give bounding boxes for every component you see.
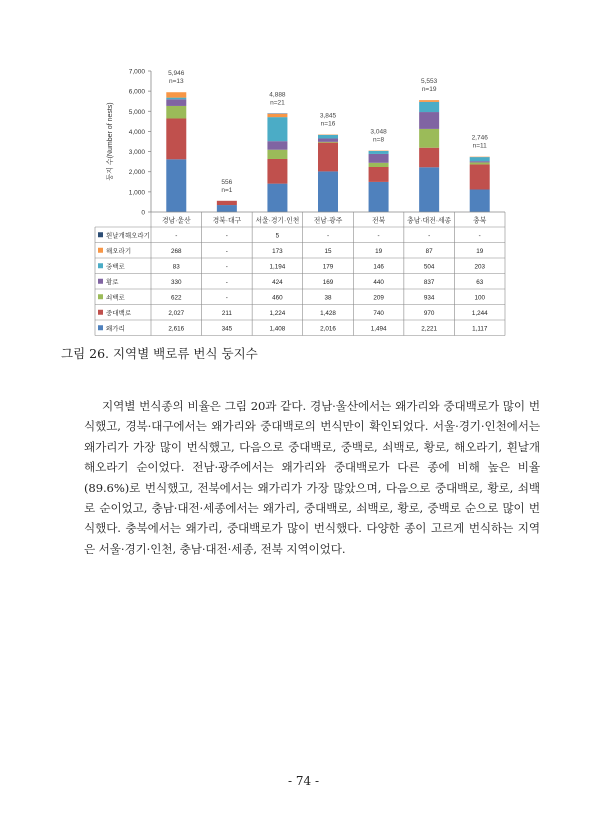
table-cell-value: 970 <box>423 309 435 317</box>
legend-swatch <box>98 263 103 268</box>
bar-total-label: 3,845 <box>319 112 337 120</box>
y-tick-label: 7,000 <box>128 68 145 76</box>
y-tick-label: 0 <box>141 209 145 217</box>
table-cell-value: 179 <box>322 263 334 271</box>
table-cell-value: 1,224 <box>269 309 286 317</box>
x-tick-label: 전남·광주 <box>313 217 343 225</box>
x-tick-label: 충남·대전·세종 <box>407 217 452 225</box>
legend-swatch <box>98 325 103 330</box>
bar-segment <box>318 138 338 141</box>
table-cell-value: 38 <box>324 294 332 302</box>
legend-swatch <box>98 232 103 237</box>
table-cell-value: 622 <box>171 294 182 302</box>
legend-swatch <box>98 310 103 315</box>
table-cell-value: - <box>478 232 481 240</box>
table-cell-value: 173 <box>272 247 283 255</box>
x-tick-label: 경남·울산 <box>162 217 191 225</box>
bar-n-label: n=11 <box>472 142 487 150</box>
bar-n-label: n=8 <box>373 136 385 144</box>
table-cell-value: 1,408 <box>269 325 286 333</box>
table-cell-value: - <box>428 232 431 240</box>
table-cell-value: 1,194 <box>269 263 286 271</box>
table-cell-value: 19 <box>375 247 383 255</box>
bar-segment <box>470 157 490 161</box>
bar-segment <box>166 99 186 106</box>
table-cell-value: - <box>225 247 228 255</box>
table-cell-value: 740 <box>373 309 384 317</box>
bar-segment <box>217 201 237 205</box>
bar-segment <box>419 129 439 148</box>
bar-total-label: 3,048 <box>370 128 387 136</box>
bar-n-label: n=13 <box>168 78 184 86</box>
legend-swatch <box>98 248 103 253</box>
table-cell-value: 934 <box>423 294 435 302</box>
table-cell-value: - <box>225 232 228 240</box>
table-cell-value: 100 <box>474 294 485 302</box>
bar-total-label: 4,888 <box>269 91 286 99</box>
bar-segment <box>318 171 338 212</box>
bar-segment <box>166 98 186 100</box>
bar-segment <box>267 141 287 150</box>
legend-swatch <box>98 294 103 299</box>
bar-segment <box>470 164 490 189</box>
y-tick-label: 6,000 <box>128 88 145 96</box>
table-cell-value: 460 <box>272 294 283 302</box>
table-cell-value: - <box>225 294 228 302</box>
bar-segment <box>419 148 439 168</box>
bar-total-label: 5,553 <box>421 78 438 86</box>
bar-segment <box>267 184 287 212</box>
table-cell-value: 2,221 <box>421 325 438 333</box>
x-tick-label: 전북 <box>372 217 386 225</box>
body-paragraph <box>84 396 540 559</box>
table-cell-value: 209 <box>373 294 384 302</box>
bar-n-label: n=21 <box>270 99 285 107</box>
table-cell-value: 837 <box>423 278 435 286</box>
bar-segment <box>369 154 389 163</box>
y-axis-label: 둥지 수(Number of nests) <box>107 102 114 181</box>
bar-segment <box>217 205 237 212</box>
table-cell-value: 330 <box>171 278 182 286</box>
x-tick-label: 충북 <box>473 217 487 225</box>
table-cell-value: 83 <box>172 263 180 271</box>
bar-segment <box>267 114 287 117</box>
table-cell-value: 5 <box>275 232 280 240</box>
legend-label: 황로 <box>106 278 119 286</box>
legend-label: 쇠백로 <box>106 294 125 302</box>
bar-n-label: n=1 <box>221 186 233 194</box>
bar-segment <box>369 182 389 212</box>
table-cell-value: 203 <box>474 263 485 271</box>
table-cell-value: 424 <box>272 278 283 286</box>
bar-total-label: 2,746 <box>471 134 488 142</box>
bar-segment <box>318 142 338 143</box>
table-cell-value: - <box>225 263 228 271</box>
table-cell-value: - <box>326 232 330 240</box>
table-cell-value: - <box>377 232 380 240</box>
legend-label: 해오라기 <box>106 247 132 255</box>
bar-segment <box>419 167 439 212</box>
table-cell-value: 87 <box>425 247 433 255</box>
bar-segment <box>267 150 287 159</box>
bar-segment <box>318 143 338 172</box>
legend-swatch <box>98 279 103 284</box>
chart-svg <box>0 0 607 340</box>
legend-label: 흰날개해오라기 <box>106 232 150 240</box>
bar-total-label: 5,946 <box>168 70 185 78</box>
bar-segment <box>369 151 389 154</box>
legend-label: 중대백로 <box>106 309 132 317</box>
table-cell-value: 440 <box>373 278 384 286</box>
bar-segment <box>369 167 389 182</box>
table-cell-value: 2,616 <box>168 325 185 333</box>
bar-n-label: n=19 <box>421 86 437 94</box>
table-cell-value: 504 <box>423 263 435 271</box>
paragraph-text: 지역별 번식종의 비율은 그림 20과 같다. 경남·울산에서는 왜가리와 중대백로가 많이 번식했고, 경북·대구에서는 왜가리와 중대백로의 번식만이 확인되었다. 서울·경기·인천에서는 왜가리가 가장 많이 번식했고, 다음으로 중대백로, 중백로, 쇠백로, 황로, 해오라기, 흰날개해오라기 순이었다. 전남·광주에서는 왜가리와 중대백로가 다른 종에 비해 높은 비율(89.6%)로 번식했고, 전북에서는 왜가리가 가장 많았으며, 다음으로 중대백로, 황로, 쇠백로 순이었고, 충남·대전·세종에서는 왜가리, 중대백로, 쇠백로, 황로, 중백로 순으로 많이 번식했다. 충북에서는 왜가리, 중대백로가 많이 번식했다. 다양한 종이 고르게 번식하는 지역은 서울·경기·인천, 충남·대전·세종, 전북 지역이었다. <box>84 399 540 556</box>
bar-segment <box>470 190 490 212</box>
table-cell-value: 63 <box>476 278 484 286</box>
table-cell-value: 19 <box>476 247 484 255</box>
table-cell-value: 1,244 <box>471 309 488 317</box>
bar-segment <box>369 163 389 167</box>
bar-segment <box>318 135 338 139</box>
y-tick-label: 2,000 <box>128 169 145 177</box>
y-tick-label: 4,000 <box>128 128 145 136</box>
bar-segment <box>470 162 490 164</box>
legend-label: 중백로 <box>106 263 125 271</box>
table-cell-value: 211 <box>221 309 232 317</box>
bar-segment <box>166 92 186 97</box>
page-number: - 74 - <box>287 774 319 788</box>
table-cell-value: 268 <box>171 247 182 255</box>
figure-caption: 그림 26. 지역별 백로류 번식 둥지수 <box>61 346 258 361</box>
nest-count-chart <box>0 0 607 340</box>
table-cell-value: 1,428 <box>320 309 336 317</box>
bar-segment <box>267 117 287 141</box>
bar-segment <box>166 118 186 159</box>
bar-segment <box>470 161 490 162</box>
table-cell-value: 345 <box>221 325 233 333</box>
bar-segment <box>419 100 439 102</box>
table-cell-value: 169 <box>322 278 334 286</box>
bar-segment <box>166 106 186 119</box>
table-cell-value: 1,494 <box>370 325 387 333</box>
table-cell-value: 1,117 <box>472 325 488 333</box>
bar-segment <box>419 102 439 112</box>
table-cell-value: 146 <box>373 263 384 271</box>
bar-segment <box>419 112 439 129</box>
x-tick-label: 서울·경기·인천 <box>255 217 300 225</box>
legend-label: 왜가리 <box>106 325 125 333</box>
table-cell-value: 2,016 <box>320 325 336 333</box>
bar-n-label: n=16 <box>320 120 336 128</box>
bar-segment <box>267 159 287 184</box>
table-cell-value: 2,027 <box>168 309 185 317</box>
table-cell-value: - <box>225 278 228 286</box>
table-cell-value: 15 <box>324 247 332 255</box>
bar-total-label: 556 <box>221 178 233 186</box>
y-tick-label: 3,000 <box>128 149 145 157</box>
x-tick-label: 경북·대구 <box>212 217 242 225</box>
y-tick-label: 5,000 <box>128 108 145 116</box>
bar-segment <box>166 159 186 212</box>
table-cell-value: - <box>175 232 178 240</box>
y-tick-label: 1,000 <box>128 189 145 197</box>
